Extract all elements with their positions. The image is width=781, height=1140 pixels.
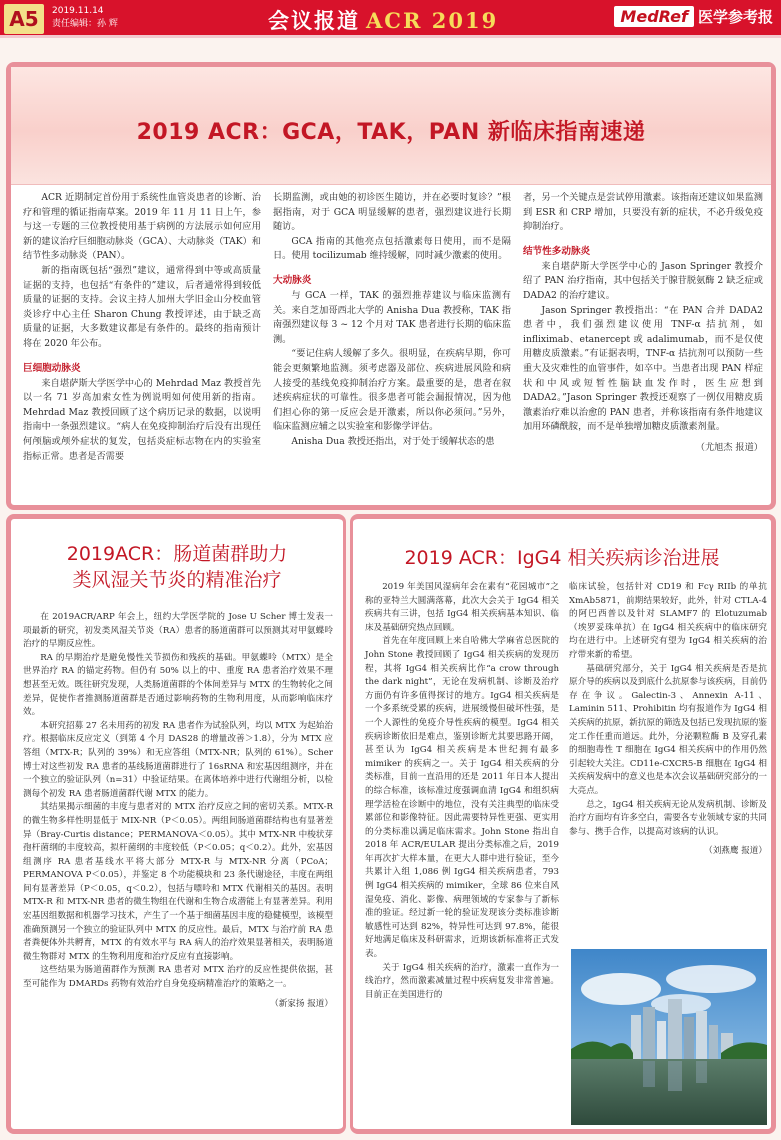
article1-col2 <box>273 191 511 450</box>
subheading-tak: 大动脉炎 <box>273 274 312 286</box>
paragraph: Anisha Dua 教授还指出，对于处于缓解状态的患 <box>291 435 495 447</box>
paragraph: 2019 年美国风湿病年会在素有“花园城市”之称的亚特兰大圆满落幕，此次大会关于 IgG4 相关疾病共有三讲，包括 IgG4 相关疾病基本知识、临床及基础研究热点回顾。 <box>365 582 559 633</box>
brand-medref: MedRef <box>614 6 694 27</box>
article2-body <box>23 611 333 1011</box>
paragraph: GCA 指南的其他亮点包括激素每日使用，而不是隔日。使用 tocilizumab 维持缓解，同时减少激素的使用。 <box>273 235 511 262</box>
subheading-pan: 结节性多动脉炎 <box>523 245 591 257</box>
paragraph: 关于 IgG4 相关疾病的治疗，激素一直作为一线治疗，然而激素减量过程中疾病复发非常普遍。目前正在美国进行的 <box>365 962 559 1000</box>
issue-date: 2019.11.14 <box>52 6 104 16</box>
article2-title-line2: 类风湿关节炎的精准治疗 <box>72 569 282 591</box>
section-title <box>268 5 498 35</box>
paragraph: 这些结果为肠道菌群作为预测 RA 患者对 MTX 治疗的反应性提供依据，甚至可能作为 DMARDs 药物有效治疗自身免疫病精准治疗的策略之一。 <box>23 965 333 990</box>
paragraph: RA 的早期治疗是避免慢性关节损伤和残疾的基础。甲氨蝶呤（MTX）是全世界治疗 RA 的锚定药物。但仍有 50% 以上的中、重度 RA 患者治疗效果不理想甚至无效。既往研究发现，人类肠道菌群的个体间差异与 MTX 的生物转化之间差异，促使作者推测肠道菌群是否通过影响药物的生物利用度，从而影响临床疗效。 <box>23 652 333 718</box>
brand-cn: 医学参考报 <box>697 8 773 26</box>
section-name: 会议报道 <box>268 8 360 33</box>
article1-banner <box>11 67 771 185</box>
article3-col1 <box>365 581 559 1002</box>
paragraph: ACR 近期制定首份用于系统性血管炎患者的诊断、治疗和管理的循证指南草案。2019 年 11 月 11 日上午，参与这一专题的三位教授使用基于病例的方法展示如何应用新的建议治疗巨细胞动脉炎（GCA）、大动脉炎（TAK）和结节性多动脉炎（PAN）。 <box>23 192 261 262</box>
paragraph: 者，另一个关键点是尝试停用激素。该指南还建议如果监测到 ESR 和 CRP 增加，只要没有新的症状，不必升级免疫抑制治疗。 <box>523 192 763 233</box>
paragraph: 其结果揭示细菌的丰度与患者对的 MTX 治疗反应之间的密切关系。MTX-R 的微生物多样性明显低于 MIX-NR（P＜0.05）。两组间肠道菌群结构也有显著差异（Bray-Curtis distance；PERMANOVA＜0.05）。其中 MTX-NR 中梭状芽孢杆菌纲的丰度较高，拟杆菌纲的丰度较低（P＜0.05；q＜0.2）。此外，宏基因组测序 RA 患者基线水平将大部分 MTX-R 与 MTX-NR 分离（PCoA；PERMANOVA P＜0.05），并鉴定 8 个功能模块和 23 条代谢途径，丰度在两组间有显著差异（P＜0.05，q＜0.2），包括与嘌呤和 MTX 代谢相关的基因。表明 MTX-R 和 MTX-NR 患者的微生物组在代谢和生物合成潜能上有显著差异。利用宏基因组数据和机器学习技术，产生了一个基于细菌基因丰度的稳健模型，该模型准确预测另一个独立的验证队列中 MTX 的反应性。最后，MTX 与治疗前 RA 患者粪便体外共孵育，MTX 的有效水平与 RA 病人的治疗效果显著相关，表明肠道微生物群对 MTX 的生物利用度和治疗反应有直接影响。 <box>23 802 333 962</box>
paragraph: 首先在年度回顾上来自哈佛大学麻省总医院的 John Stone 教授回顾了 IgG4 相关疾病的发现历程，其将 IgG4 相关疾病比作“a crow through the dark night”，无论在发病机制、诊断及治疗方面仍有许多值得探讨的地方。IgG4 相关疾病是一个多系统受累的疾病，进展缓慢但破坏性强，是一个人源性的免疫介导性疾病的模型。IgG4 相关疾病诊断依旧是难点，鉴别诊断尤其要思路开阔，甚至认为 IgG4 相关疾病是本世纪拥有最多 mimiker 的疾病之一。关于 IgG4 相关疾病的分类标准，目前一直沿用的还是 2011 年日本人提出的综合标准，该标准过度强调血清 IgG4 和组织病理学活检在诊断中的地位，没有关注典型的临床受累部位和影像特征。因此需要特异性更强、更实用的分类标准以满足临床需求。John Stone 指出自 2018 年 ACR/EULAR 提出分类标准之后，2019 年再次扩大样本量，在更大人群中进行验证，至今共累计入组 1,086 例 IgG4 相关疾病患者，793 例 IgG4 相关疾病的 mimiker，全球 86 位来自风湿免疫、消化、影像、病理领域的专家参与了新标准的验证。经过新一轮的验证发现该分类标准诊断敏感性可达到 82%，特异性可达到 97.8%，能很好地满足临床及科研需求，近期该新标准将正式发表。 <box>365 636 559 960</box>
paragraph: 长期监测，或由她的初诊医生随访，并在必要时复诊？”根据指南，对于 GCA 明显缓解的患者，强烈建议进行长期随访。 <box>273 192 511 233</box>
byline: （新家扬 报道） <box>270 998 333 1009</box>
paragraph: 临床试验，包括针对 CD19 和 Fcγ RIIb 的单抗 XmAb5871，前期结果较好，此外，针对 CTLA-4 的阿巴西普以及针对 SLAMF7 的 Elotuzumab（埃罗妥珠单抗）在 IgG4 相关疾病中的临床研究均在进行中。上述研究有望为 IgG4 相关疾病的治疗带来新的希望。 <box>569 582 767 660</box>
article1-title: 2019 ACR：GCA，TAK，PAN 新临床指南速递 <box>136 120 646 145</box>
article1-col3 <box>523 191 763 456</box>
paragraph: 本研究招募 27 名未用药的初发 RA 患者作为试验队列，均以 MTX 为起始治疗。根据临床反应定义（到第 4 个月 DAS28 的增量改善＞1.8），分为 MTX 应答组（MTX-R；队列的 39%）和无应答组（MTX-NR；队列的 61%）。Scher 博士对这些初发 RA 患者的基线肠道菌群进行了 16sRNA 和宏基因组测序，并在一个独立的验证队列（n=31）中验证结果。在离体培养中进行代谢组分析，以检测每个初发 RA 患者肠道菌群代谢 MTX 的能力。 <box>23 720 333 799</box>
article3-col2 <box>569 581 767 859</box>
article1-col1 <box>23 191 261 464</box>
paragraph: 来自堪萨斯大学医学中心的 Mehrdad Maz 教授首先以一名 71 岁高加索女性为例说明如何使用新的指南。Mehrdad Maz 教授回顾了这个病历记录的数据，以说明指南中一条强烈建议。“病人在免疫抑制治疗后没有出现任何颅脑或颅外症状的复发，包括炎症标志物在内的实验室指标正常。患者是否需要 <box>23 377 261 462</box>
page-header <box>0 0 781 38</box>
section-event: ACR 2019 <box>366 8 499 33</box>
article-gca-tak-pan <box>6 62 776 510</box>
paragraph: 与 GCA 一样，TAK 的强烈推荐建议与临床监测有关。来自芝加哥西北大学的 Anisha Dua 教授称，TAK 指南强烈建议每 3 ~ 12 个月对 TAK 患者进行长期的临床监测。 <box>273 289 511 345</box>
skyline-illustration <box>571 949 767 1125</box>
paragraph: 新的指南既包括“强烈”建议，通常得到中等或高质量证据的支持，也包括“有条件的”建议，后者通常得到较低质量的证据的支持。会议主持人加州大学旧金山分校血管炎诊疗中心主任 Sharon Chung 教授评述，由于缺乏高质量的证据，大多数建议都是有条件的。最终的指南预计将在 2020 年公布。 <box>23 264 261 349</box>
paragraph: 基础研究部分，关于 IgG4 相关疾病是否是抗原介导的疾病以及到底什么抗原参与该疾病，目前仍存在争议。Galectin-3、Annexin A-11、Laminin 511、Prohibitin 均有报道作为 IgG4 相关疾病的抗原，新抗原的筛选及包括已发现抗原的鉴定工作任重而道远。此外，分泌颗粒酶 B 及穿孔素的细胞毒性 T 细胞在 IgG4 相关疾病中的作用仍然引起较大关注。CD11e-CXCR5-B 细胞在 IgG4 相关疾病发病中的意义也是本次会议基础研究部分的一大亮点。 <box>569 663 767 796</box>
article-gut-microbiome-ra <box>6 514 346 1134</box>
paragraph: Jason Springer 教授指出：“在 PAN 合并 DADA2 患者中，我们强烈建议使用 TNF-α 拮抗剂，如 infliximab、etanercept 或 adalimumab，而不是仅使用糖皮质激素。”有证据表明，TNF-α 拮抗剂可以预防一些重大及灾难性的血管事件，如卒中。当患者出现 PAN 样症状和中风或短暂性脑缺血发作时，医生应想到 DADA2。”Jason Springer 教授还观察了一例仅用糖皮质激素治疗难以治愈的 PAN 患者，并称该指南有条件地建议加用环磷酰胺，而不是单独增加糖皮质激素剂量。 <box>523 304 763 433</box>
city-skyline-photo <box>571 949 767 1125</box>
paragraph: 总之，IgG4 相关疾病无论从发病机制、诊断及治疗方面均有许多空白，需要各专业领域专家的共同参与、携手合作，以提高对该病的认识。 <box>569 799 767 837</box>
byline: （尤旭杰 报道） <box>695 441 763 453</box>
article-igg4 <box>350 514 776 1134</box>
paragraph: 来自堪萨斯大学医学中心的 Jason Springer 教授介绍了 PAN 治疗指南，其中包括关于腺苷脱氨酶 2 缺乏症或 DADA2 的治疗建议。 <box>523 260 763 301</box>
subheading-gca: 巨细胞动脉炎 <box>23 362 81 374</box>
byline: （刘燕鹰 报道） <box>704 846 767 857</box>
paragraph: “要记住病人缓解了多久。很明显，在疾病早期，你可能会更频繁地监测。须考虑器及部位、疾病进展风险和病人接受的基线免疫抑制治疗方案。最重要的是，患者在叙述疾病症状的可靠性。很多患者可能会漏报情况，因为他们担心你的第一反应会是开激素，所以你必须问。”另外，临床监测应辅之以实验室和影像学评估。 <box>273 348 511 433</box>
header-meta <box>52 5 118 31</box>
page-number: A5 <box>4 4 44 34</box>
editor-credit: 责任编辑：孙 辉 <box>52 19 118 29</box>
brand-logo <box>614 6 773 27</box>
article3-title: 2019 ACR：IgG4 相关疾病诊治进展 <box>404 547 720 569</box>
article2-title-line1: 2019ACR：肠道菌群助力 <box>66 543 288 565</box>
paragraph: 在 2019ACR/ARP 年会上，纽约大学医学院的 Jose U Scher 博士发表一项最新的研究，初发类风湿关节炎（RA）患者的肠道菌群可以预测其对甲氨蝶呤治疗的早期反应性。 <box>23 612 333 650</box>
